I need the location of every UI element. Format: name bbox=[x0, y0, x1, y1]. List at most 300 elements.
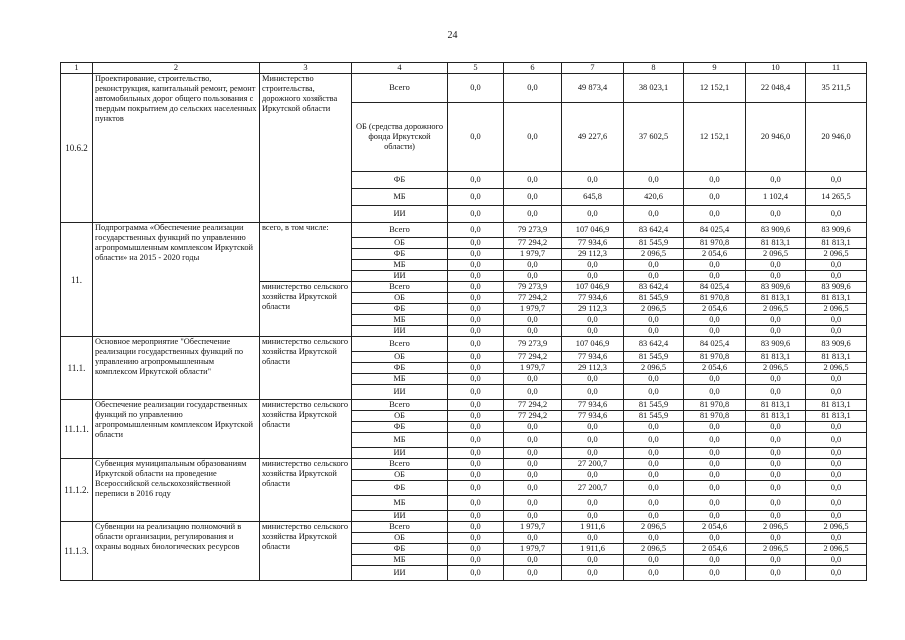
value-cell: 0,0 bbox=[684, 555, 746, 566]
value-cell: 0,0 bbox=[562, 271, 624, 282]
column-header: 10 bbox=[746, 63, 806, 74]
value-cell: 83 642,4 bbox=[624, 282, 684, 293]
value-cell: 0,0 bbox=[806, 172, 867, 189]
value-cell: 83 909,6 bbox=[746, 282, 806, 293]
value-cell: 0,0 bbox=[684, 533, 746, 544]
value-cell: 0,0 bbox=[448, 422, 504, 433]
value-cell: 77 294,2 bbox=[504, 238, 562, 249]
value-cell: 0,0 bbox=[806, 433, 867, 448]
value-cell: 35 211,5 bbox=[806, 74, 867, 103]
value-cell: 0,0 bbox=[504, 315, 562, 326]
value-cell: 81 970,8 bbox=[684, 400, 746, 411]
funding-source: ОБ bbox=[352, 411, 448, 422]
value-cell: 0,0 bbox=[448, 271, 504, 282]
value-cell: 0,0 bbox=[504, 189, 562, 206]
value-cell: 29 112,3 bbox=[562, 249, 624, 260]
value-cell: 81 813,1 bbox=[806, 352, 867, 363]
executor-cell: министерство сельского хозяйства Иркутской области bbox=[260, 400, 352, 459]
value-cell: 81 813,1 bbox=[806, 293, 867, 304]
value-cell: 29 112,3 bbox=[562, 304, 624, 315]
funding-source: ИИ bbox=[352, 206, 448, 223]
funding-source: ИИ bbox=[352, 271, 448, 282]
value-cell: 2 096,5 bbox=[746, 522, 806, 533]
value-cell: 0,0 bbox=[562, 315, 624, 326]
value-cell: 77 294,2 bbox=[504, 411, 562, 422]
value-cell: 0,0 bbox=[746, 496, 806, 511]
value-cell: 1 911,6 bbox=[562, 522, 624, 533]
value-cell: 0,0 bbox=[562, 260, 624, 271]
table-row bbox=[61, 400, 867, 411]
value-cell: 0,0 bbox=[684, 385, 746, 400]
value-cell: 0,0 bbox=[624, 433, 684, 448]
value-cell: 2 096,5 bbox=[624, 304, 684, 315]
value-cell: 77 934,6 bbox=[562, 352, 624, 363]
value-cell: 0,0 bbox=[448, 352, 504, 363]
row-title: Подпрограмма «Обеспечение реализации государственных функций по управлению агропромышленным комплексом Иркутской области» на 2015 - 2020 годы bbox=[93, 223, 260, 337]
value-cell: 1 979,7 bbox=[504, 544, 562, 555]
value-cell: 0,0 bbox=[448, 470, 504, 481]
value-cell: 0,0 bbox=[624, 481, 684, 496]
value-cell: 49 873,4 bbox=[562, 74, 624, 103]
funding-source: ФБ bbox=[352, 481, 448, 496]
value-cell: 0,0 bbox=[448, 337, 504, 352]
value-cell: 77 294,2 bbox=[504, 400, 562, 411]
funding-source: Всего bbox=[352, 223, 448, 238]
funding-source: Всего bbox=[352, 400, 448, 411]
value-cell: 37 602,5 bbox=[624, 103, 684, 172]
value-cell: 0,0 bbox=[684, 422, 746, 433]
value-cell: 2 096,5 bbox=[806, 304, 867, 315]
value-cell: 83 909,6 bbox=[806, 282, 867, 293]
funding-source: ФБ bbox=[352, 249, 448, 260]
value-cell: 0,0 bbox=[684, 566, 746, 581]
value-cell: 0,0 bbox=[684, 496, 746, 511]
value-cell: 420,6 bbox=[624, 189, 684, 206]
value-cell: 0,0 bbox=[746, 374, 806, 385]
value-cell: 83 909,6 bbox=[806, 337, 867, 352]
value-cell: 0,0 bbox=[504, 74, 562, 103]
executor-cell: всего, в том числе: bbox=[260, 223, 352, 282]
value-cell: 0,0 bbox=[746, 433, 806, 448]
row-code: 11.1. bbox=[61, 337, 93, 400]
value-cell: 0,0 bbox=[504, 206, 562, 223]
value-cell: 0,0 bbox=[448, 223, 504, 238]
value-cell: 0,0 bbox=[746, 206, 806, 223]
value-cell: 0,0 bbox=[806, 555, 867, 566]
value-cell: 0,0 bbox=[806, 374, 867, 385]
funding-source: МБ bbox=[352, 315, 448, 326]
value-cell: 27 200,7 bbox=[562, 459, 624, 470]
executor-cell: Министерство строительства, дорожного хозяйства Иркутской области bbox=[260, 74, 352, 223]
value-cell: 0,0 bbox=[624, 271, 684, 282]
value-cell: 1 102,4 bbox=[746, 189, 806, 206]
value-cell: 2 096,5 bbox=[746, 249, 806, 260]
value-cell: 0,0 bbox=[562, 496, 624, 511]
value-cell: 0,0 bbox=[806, 470, 867, 481]
funding-source: ФБ bbox=[352, 544, 448, 555]
executor-cell: министерство сельского хозяйства Иркутской области bbox=[260, 337, 352, 400]
value-cell: 0,0 bbox=[448, 566, 504, 581]
value-cell: 0,0 bbox=[624, 206, 684, 223]
value-cell: 0,0 bbox=[562, 448, 624, 459]
value-cell: 0,0 bbox=[624, 566, 684, 581]
funding-source: Всего bbox=[352, 522, 448, 533]
value-cell: 0,0 bbox=[562, 422, 624, 433]
column-header: 3 bbox=[260, 63, 352, 74]
value-cell: 0,0 bbox=[684, 511, 746, 522]
value-cell: 77 294,2 bbox=[504, 293, 562, 304]
page-number: 24 bbox=[447, 30, 458, 41]
funding-source: МБ bbox=[352, 374, 448, 385]
value-cell: 81 970,8 bbox=[684, 352, 746, 363]
funding-source: ИИ bbox=[352, 326, 448, 337]
value-cell: 0,0 bbox=[624, 511, 684, 522]
value-cell: 0,0 bbox=[504, 271, 562, 282]
value-cell: 0,0 bbox=[504, 555, 562, 566]
value-cell: 0,0 bbox=[504, 422, 562, 433]
value-cell: 81 545,9 bbox=[624, 293, 684, 304]
value-cell: 20 946,0 bbox=[746, 103, 806, 172]
value-cell: 81 813,1 bbox=[806, 238, 867, 249]
value-cell: 0,0 bbox=[562, 326, 624, 337]
table-row bbox=[61, 337, 867, 352]
value-cell: 0,0 bbox=[684, 448, 746, 459]
value-cell: 0,0 bbox=[746, 470, 806, 481]
value-cell: 0,0 bbox=[448, 448, 504, 459]
value-cell: 0,0 bbox=[746, 481, 806, 496]
value-cell: 0,0 bbox=[448, 189, 504, 206]
value-cell: 0,0 bbox=[746, 459, 806, 470]
value-cell: 0,0 bbox=[448, 74, 504, 103]
funding-source: ОБ bbox=[352, 533, 448, 544]
value-cell: 0,0 bbox=[684, 315, 746, 326]
executor-cell: министерство сельского хозяйства Иркутской области bbox=[260, 522, 352, 581]
value-cell: 0,0 bbox=[448, 411, 504, 422]
funding-source: ИИ bbox=[352, 566, 448, 581]
value-cell: 81 813,1 bbox=[806, 400, 867, 411]
value-cell: 83 909,6 bbox=[746, 223, 806, 238]
value-cell: 0,0 bbox=[806, 511, 867, 522]
value-cell: 79 273,9 bbox=[504, 282, 562, 293]
value-cell: 0,0 bbox=[746, 271, 806, 282]
value-cell: 0,0 bbox=[806, 459, 867, 470]
funding-source: ИИ bbox=[352, 448, 448, 459]
value-cell: 0,0 bbox=[448, 544, 504, 555]
value-cell: 84 025,4 bbox=[684, 282, 746, 293]
value-cell: 0,0 bbox=[504, 172, 562, 189]
value-cell: 0,0 bbox=[624, 422, 684, 433]
value-cell: 0,0 bbox=[684, 172, 746, 189]
value-cell: 0,0 bbox=[684, 481, 746, 496]
value-cell: 0,0 bbox=[504, 433, 562, 448]
row-code: 11.1.3. bbox=[61, 522, 93, 581]
row-code: 11.1.1. bbox=[61, 400, 93, 459]
executor-cell: министерство сельского хозяйства Иркутской области bbox=[260, 459, 352, 522]
value-cell: 20 946,0 bbox=[806, 103, 867, 172]
value-cell: 107 046,9 bbox=[562, 282, 624, 293]
value-cell: 12 152,1 bbox=[684, 74, 746, 103]
funding-source: ОБ bbox=[352, 352, 448, 363]
value-cell: 0,0 bbox=[448, 481, 504, 496]
column-header: 2 bbox=[93, 63, 260, 74]
value-cell: 0,0 bbox=[504, 511, 562, 522]
value-cell: 0,0 bbox=[448, 304, 504, 315]
value-cell: 0,0 bbox=[806, 566, 867, 581]
value-cell: 77 294,2 bbox=[504, 352, 562, 363]
value-cell: 2 096,5 bbox=[746, 304, 806, 315]
value-cell: 0,0 bbox=[504, 496, 562, 511]
value-cell: 0,0 bbox=[684, 433, 746, 448]
funding-source: ОБ bbox=[352, 293, 448, 304]
value-cell: 0,0 bbox=[448, 260, 504, 271]
funding-source: ОБ (средства дорожного фонда Иркутской области) bbox=[352, 103, 448, 172]
value-cell: 107 046,9 bbox=[562, 337, 624, 352]
value-cell: 2 096,5 bbox=[624, 249, 684, 260]
value-cell: 2 054,6 bbox=[684, 249, 746, 260]
value-cell: 0,0 bbox=[746, 448, 806, 459]
value-cell: 81 813,1 bbox=[746, 293, 806, 304]
value-cell: 0,0 bbox=[448, 522, 504, 533]
funding-source: ФБ bbox=[352, 422, 448, 433]
funding-source: Всего bbox=[352, 282, 448, 293]
value-cell: 2 054,6 bbox=[684, 363, 746, 374]
funding-source: МБ bbox=[352, 260, 448, 271]
value-cell: 0,0 bbox=[448, 315, 504, 326]
value-cell: 0,0 bbox=[806, 481, 867, 496]
value-cell: 0,0 bbox=[504, 566, 562, 581]
row-title: Субвенции на реализацию полномочий в области организации, регулирования и охраны водных биологических ресурсов bbox=[93, 522, 260, 581]
value-cell: 0,0 bbox=[448, 172, 504, 189]
value-cell: 81 813,1 bbox=[806, 411, 867, 422]
value-cell: 77 934,6 bbox=[562, 293, 624, 304]
funding-source: ОБ bbox=[352, 470, 448, 481]
funding-source: ФБ bbox=[352, 304, 448, 315]
value-cell: 0,0 bbox=[562, 555, 624, 566]
value-cell: 0,0 bbox=[806, 260, 867, 271]
value-cell: 0,0 bbox=[504, 103, 562, 172]
row-title: Основное мероприятие "Обеспечение реализации государственных функций по управлению агропромышленным комплексом Иркутской области" bbox=[93, 337, 260, 400]
value-cell: 77 934,6 bbox=[562, 400, 624, 411]
value-cell: 0,0 bbox=[504, 481, 562, 496]
value-cell: 0,0 bbox=[448, 238, 504, 249]
column-header: 1 bbox=[61, 63, 93, 74]
value-cell: 0,0 bbox=[684, 326, 746, 337]
value-cell: 0,0 bbox=[504, 260, 562, 271]
column-header: 5 bbox=[448, 63, 504, 74]
table-row bbox=[61, 522, 867, 533]
value-cell: 2 096,5 bbox=[806, 363, 867, 374]
value-cell: 0,0 bbox=[624, 385, 684, 400]
value-cell: 0,0 bbox=[504, 385, 562, 400]
value-cell: 1 979,7 bbox=[504, 304, 562, 315]
value-cell: 0,0 bbox=[746, 555, 806, 566]
value-cell: 81 545,9 bbox=[624, 411, 684, 422]
value-cell: 0,0 bbox=[806, 533, 867, 544]
funding-source: МБ bbox=[352, 555, 448, 566]
value-cell: 0,0 bbox=[448, 293, 504, 304]
value-cell: 0,0 bbox=[684, 470, 746, 481]
row-code: 11.1.2. bbox=[61, 459, 93, 522]
column-header: 9 bbox=[684, 63, 746, 74]
value-cell: 0,0 bbox=[684, 189, 746, 206]
value-cell: 0,0 bbox=[746, 385, 806, 400]
value-cell: 0,0 bbox=[562, 433, 624, 448]
value-cell: 0,0 bbox=[746, 566, 806, 581]
value-cell: 81 545,9 bbox=[624, 352, 684, 363]
value-cell: 84 025,4 bbox=[684, 337, 746, 352]
value-cell: 2 054,6 bbox=[684, 544, 746, 555]
value-cell: 0,0 bbox=[504, 326, 562, 337]
value-cell: 0,0 bbox=[624, 374, 684, 385]
value-cell: 0,0 bbox=[448, 206, 504, 223]
value-cell: 2 096,5 bbox=[746, 363, 806, 374]
column-header: 4 bbox=[352, 63, 448, 74]
value-cell: 83 909,6 bbox=[746, 337, 806, 352]
funding-source: Всего bbox=[352, 337, 448, 352]
value-cell: 27 200,7 bbox=[562, 481, 624, 496]
value-cell: 0,0 bbox=[448, 282, 504, 293]
column-header: 11 bbox=[806, 63, 867, 74]
value-cell: 0,0 bbox=[624, 470, 684, 481]
value-cell: 14 265,5 bbox=[806, 189, 867, 206]
value-cell: 0,0 bbox=[684, 206, 746, 223]
value-cell: 0,0 bbox=[562, 385, 624, 400]
value-cell: 0,0 bbox=[448, 103, 504, 172]
value-cell: 0,0 bbox=[504, 533, 562, 544]
value-cell: 84 025,4 bbox=[684, 223, 746, 238]
value-cell: 0,0 bbox=[806, 315, 867, 326]
value-cell: 0,0 bbox=[448, 363, 504, 374]
value-cell: 0,0 bbox=[806, 496, 867, 511]
value-cell: 0,0 bbox=[624, 496, 684, 511]
row-code: 10.6.2 bbox=[61, 74, 93, 223]
value-cell: 0,0 bbox=[448, 533, 504, 544]
value-cell: 0,0 bbox=[684, 260, 746, 271]
value-cell: 0,0 bbox=[746, 326, 806, 337]
value-cell: 0,0 bbox=[448, 385, 504, 400]
value-cell: 0,0 bbox=[624, 172, 684, 189]
value-cell: 81 813,1 bbox=[746, 352, 806, 363]
value-cell: 0,0 bbox=[806, 448, 867, 459]
value-cell: 107 046,9 bbox=[562, 223, 624, 238]
value-cell: 2 096,5 bbox=[624, 522, 684, 533]
value-cell: 0,0 bbox=[746, 172, 806, 189]
value-cell: 0,0 bbox=[684, 374, 746, 385]
value-cell: 81 970,8 bbox=[684, 238, 746, 249]
value-cell: 2 096,5 bbox=[806, 544, 867, 555]
value-cell: 0,0 bbox=[624, 533, 684, 544]
value-cell: 0,0 bbox=[624, 260, 684, 271]
value-cell: 2 096,5 bbox=[806, 249, 867, 260]
value-cell: 0,0 bbox=[448, 374, 504, 385]
value-cell: 81 813,1 bbox=[746, 400, 806, 411]
value-cell: 0,0 bbox=[684, 459, 746, 470]
table-header-row bbox=[61, 63, 867, 74]
table-row bbox=[61, 223, 867, 238]
value-cell: 0,0 bbox=[746, 422, 806, 433]
funding-source: ИИ bbox=[352, 385, 448, 400]
value-cell: 0,0 bbox=[746, 260, 806, 271]
value-cell: 645,8 bbox=[562, 189, 624, 206]
value-cell: 0,0 bbox=[448, 249, 504, 260]
row-title: Субвенция муниципальным образованиям Иркутской области на проведение Всероссийской сельскохозяйственной переписи в 2016 году bbox=[93, 459, 260, 522]
budget-table bbox=[60, 62, 867, 581]
value-cell: 2 096,5 bbox=[624, 363, 684, 374]
column-header: 7 bbox=[562, 63, 624, 74]
value-cell: 0,0 bbox=[684, 271, 746, 282]
column-header: 8 bbox=[624, 63, 684, 74]
value-cell: 0,0 bbox=[562, 511, 624, 522]
value-cell: 1 979,7 bbox=[504, 522, 562, 533]
value-cell: 81 813,1 bbox=[746, 238, 806, 249]
value-cell: 0,0 bbox=[562, 374, 624, 385]
value-cell: 81 813,1 bbox=[746, 411, 806, 422]
value-cell: 49 227,6 bbox=[562, 103, 624, 172]
value-cell: 29 112,3 bbox=[562, 363, 624, 374]
executor-cell: министерство сельского хозяйства Иркутской области bbox=[260, 282, 352, 337]
value-cell: 0,0 bbox=[448, 400, 504, 411]
value-cell: 0,0 bbox=[448, 326, 504, 337]
value-cell: 83 642,4 bbox=[624, 337, 684, 352]
value-cell: 0,0 bbox=[746, 315, 806, 326]
value-cell: 1 979,7 bbox=[504, 249, 562, 260]
value-cell: 81 970,8 bbox=[684, 411, 746, 422]
value-cell: 83 642,4 bbox=[624, 223, 684, 238]
value-cell: 1 979,7 bbox=[504, 363, 562, 374]
table-row bbox=[61, 74, 867, 103]
value-cell: 0,0 bbox=[806, 206, 867, 223]
funding-source: МБ bbox=[352, 496, 448, 511]
value-cell: 0,0 bbox=[448, 555, 504, 566]
value-cell: 2 054,6 bbox=[684, 522, 746, 533]
value-cell: 2 054,6 bbox=[684, 304, 746, 315]
value-cell: 0,0 bbox=[806, 385, 867, 400]
value-cell: 79 273,9 bbox=[504, 337, 562, 352]
value-cell: 0,0 bbox=[504, 374, 562, 385]
value-cell: 83 909,6 bbox=[806, 223, 867, 238]
value-cell: 0,0 bbox=[624, 459, 684, 470]
funding-source: ОБ bbox=[352, 238, 448, 249]
value-cell: 0,0 bbox=[448, 511, 504, 522]
value-cell: 0,0 bbox=[562, 566, 624, 581]
funding-source: ИИ bbox=[352, 511, 448, 522]
value-cell: 79 273,9 bbox=[504, 223, 562, 238]
value-cell: 1 911,6 bbox=[562, 544, 624, 555]
funding-source: ФБ bbox=[352, 172, 448, 189]
value-cell: 0,0 bbox=[562, 206, 624, 223]
row-code: 11. bbox=[61, 223, 93, 337]
value-cell: 81 545,9 bbox=[624, 238, 684, 249]
value-cell: 0,0 bbox=[448, 433, 504, 448]
value-cell: 0,0 bbox=[624, 315, 684, 326]
value-cell: 0,0 bbox=[504, 470, 562, 481]
value-cell: 0,0 bbox=[562, 172, 624, 189]
funding-source: ФБ bbox=[352, 363, 448, 374]
funding-source: Всего bbox=[352, 74, 448, 103]
value-cell: 0,0 bbox=[448, 459, 504, 470]
value-cell: 0,0 bbox=[746, 533, 806, 544]
value-cell: 0,0 bbox=[562, 470, 624, 481]
value-cell: 77 934,6 bbox=[562, 411, 624, 422]
value-cell: 0,0 bbox=[448, 496, 504, 511]
row-title: Обеспечение реализации государственных функций по управлению агропромышленным комплексом Иркутской области bbox=[93, 400, 260, 459]
value-cell: 0,0 bbox=[624, 448, 684, 459]
value-cell: 0,0 bbox=[746, 511, 806, 522]
value-cell: 77 934,6 bbox=[562, 238, 624, 249]
value-cell: 81 545,9 bbox=[624, 400, 684, 411]
funding-source: МБ bbox=[352, 189, 448, 206]
value-cell: 12 152,1 bbox=[684, 103, 746, 172]
